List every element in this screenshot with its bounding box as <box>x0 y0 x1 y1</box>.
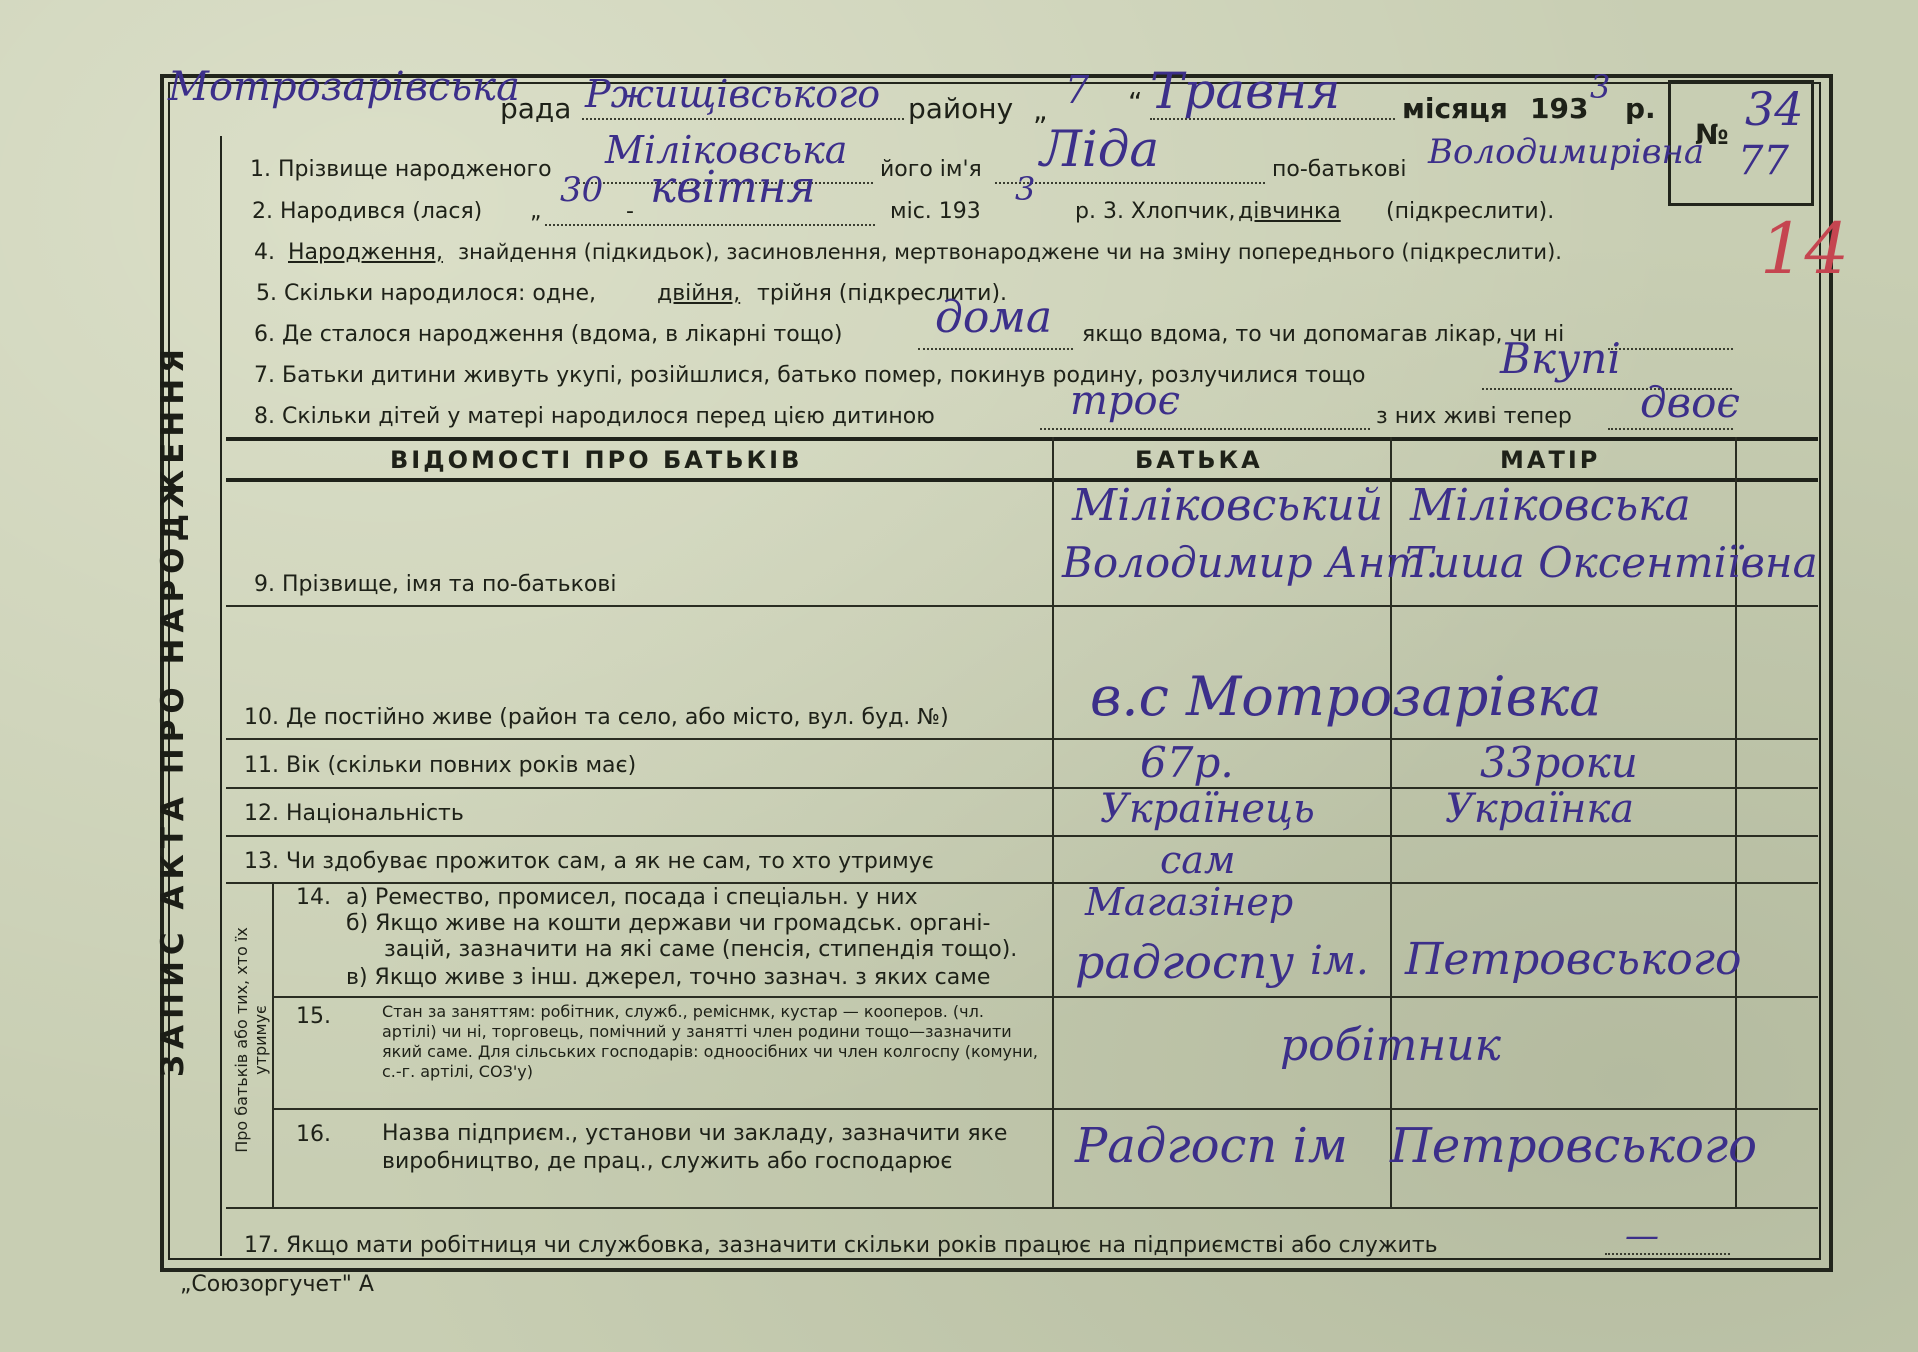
parents-side-note: Про батьків або тих, хто їх утримує <box>232 927 270 1153</box>
district-name: Ржищівського <box>585 72 881 116</box>
row-17-label: 17. Якщо мати робітниця чи службовка, зазначити скільки років працює на підприємстві або служить <box>244 1233 1438 1258</box>
col-divider-father <box>1052 437 1054 1207</box>
red-mark: 14 <box>1760 208 1850 290</box>
label-underline-note: (підкреслити). <box>1386 199 1555 224</box>
label-name: його ім'я <box>880 157 982 182</box>
item-8-alive-label: з них живі тепер <box>1376 404 1572 429</box>
row-14-b2: зацій, зазначити на які саме (пенсія, стипендія тощо). <box>384 937 1018 962</box>
workplace-1: Радгосп ім <box>1075 1118 1348 1174</box>
children-alive: двоє <box>1640 378 1740 427</box>
item-4-options: знайдення (підкидьок), засиновлення, мертвонароджене чи на зміну попереднього (підкреслити). <box>458 240 1562 264</box>
item-8-label: 8. Скільки дітей у матері народилося перед цією дитиною <box>254 404 935 429</box>
table-top-rule <box>226 437 1818 441</box>
row-15-number: 15. <box>296 1004 331 1029</box>
col-header-mother: МАТІР <box>1500 446 1601 474</box>
row-14-b1: б) Якщо живе на кошти держави чи громадськ. органі- <box>346 911 991 936</box>
father-occupation-3: ім. <box>1310 938 1369 984</box>
child-surname: Міліковська <box>605 128 848 172</box>
row-14-a: а) Ремество, промисел, посада і спеціальн. у них <box>346 885 918 910</box>
row-11-label: 11. Вік (скільки повних років має) <box>244 753 637 778</box>
col-header-info: ВІДОМОСТІ ПРО БАТЬКІВ <box>390 446 803 474</box>
line-doctor <box>1608 348 1733 350</box>
month-line <box>1150 118 1395 120</box>
row-10-label: 10. Де постійно живе (район та село, або місто, вул. буд. №) <box>244 705 949 730</box>
row-17-value: — <box>1625 1216 1659 1256</box>
line-birth-place <box>918 348 1073 350</box>
birth-year-digit: 3 <box>1015 170 1036 208</box>
label-patronymic: по-батькові <box>1272 157 1407 182</box>
label-month-year: міс. 193 <box>890 199 981 224</box>
residence: в.с Мотрозарівка <box>1090 665 1602 728</box>
side-title-rule <box>220 136 222 1256</box>
line-children-before <box>1040 428 1370 430</box>
occupation-org: Петровського <box>1405 934 1742 985</box>
father-self-support: сам <box>1160 838 1236 882</box>
district-line <box>582 118 904 120</box>
mother-name: Тиша Оксентіївна <box>1405 538 1818 587</box>
father-nationality: Українець <box>1100 786 1315 832</box>
row-14-c: в) Якщо живе з інш. джерел, точно зазнач. з яких саме <box>346 965 991 990</box>
item-4-birth-underlined: Народження, <box>288 240 444 265</box>
item-7-label: 7. Батьки дитини живуть укупі, розійшлися, батько помер, покинув родину, розлучилися тощо <box>254 363 1366 388</box>
item-6-label: 6. Де сталося народження (вдома, в лікарні тощо) <box>254 322 843 347</box>
mother-surname: Міліковська <box>1410 480 1691 531</box>
row-12-label: 12. Національність <box>244 801 464 826</box>
row-16-text: Назва підприєм., установи чи закладу, зазначити яке виробництво, де прац., служить або господарює <box>382 1121 1008 1174</box>
father-age: 67р. <box>1140 738 1234 787</box>
row-13-label: 13. Чи здобуває прожиток сам, а як не сам, то хто утримує <box>244 849 934 874</box>
birth-place: дома <box>935 292 1053 343</box>
child-name: Ліда <box>1040 120 1160 178</box>
item-5-triplets: трійня (підкреслити). <box>757 281 1008 306</box>
item-6-doctor: якщо вдома, то чи допомагав лікар, чи ні <box>1082 322 1565 347</box>
label-surname: 1. Прізвище народженого <box>250 157 552 182</box>
child-patronymic: Володимирівна <box>1428 132 1705 172</box>
side-title: ЗАПИС АКТА ПРО НАРОДЖЕННЯ <box>155 342 191 1078</box>
number-bottom: 77 <box>1738 138 1789 184</box>
col-header-father: БАТЬКА <box>1135 446 1263 474</box>
item-4-number: 4. <box>254 240 275 265</box>
month-label: місяця <box>1402 92 1508 125</box>
mother-age: 33роки <box>1480 738 1638 787</box>
mother-nationality: Українка <box>1445 786 1635 832</box>
birth-day: 30 <box>560 170 604 210</box>
employment-status: робітник <box>1280 1020 1501 1071</box>
label-girl-underlined: дівчинка <box>1238 199 1341 224</box>
birth-month: квітня <box>650 162 816 213</box>
row-9-label: 9. Прізвище, імя та по-батькові <box>254 572 617 597</box>
printer-mark: „Союзоргучет" А <box>180 1272 374 1297</box>
line-children-alive <box>1608 428 1733 430</box>
father-occupation-2: радгоспу <box>1075 935 1295 989</box>
father-surname: Міліковський <box>1072 480 1384 531</box>
year-prefix: 193 <box>1530 92 1589 125</box>
line-name <box>995 182 1265 184</box>
small-title-rule <box>272 884 274 1207</box>
number-label: № <box>1695 118 1729 151</box>
father-name: Володимир Ант. <box>1062 538 1439 587</box>
month-name: Травня <box>1150 62 1341 120</box>
item-5-twins-underlined: двійня, <box>657 281 741 306</box>
line-row-17 <box>1605 1253 1730 1255</box>
district-label: району <box>908 92 1014 125</box>
label-born: 2. Народився (лася) <box>252 199 483 224</box>
row-15-text: Стан за заняттям: робітник, служб., реміснмк, кустар — кооперов. (чл. артілі) чи ні, торговець, помічний у занятті член родини тощо—зазначити який саме. Для сільських господарів: одноосібних чи член колгоспу (комуни, с.-г. артілі, СОЗ'у) <box>382 1002 1038 1081</box>
line-birth-date <box>545 224 875 226</box>
parents-status: Вкупі <box>1500 334 1621 383</box>
council-label: рада <box>500 92 572 125</box>
children-before: троє <box>1070 378 1181 424</box>
council-name: Мотрозарівська <box>168 64 520 110</box>
label-boy: р. 3. Хлопчик, <box>1075 199 1236 224</box>
row-16-number: 16. <box>296 1122 331 1147</box>
item-5-label: 5. Скільки народилося: одне, <box>256 281 596 306</box>
father-occupation-1: Магазінер <box>1085 880 1294 924</box>
workplace-2: Петровського <box>1390 1118 1758 1174</box>
row-14-number: 14. <box>296 885 331 910</box>
day-value: 7 <box>1065 68 1090 112</box>
number-top: 34 <box>1745 82 1804 136</box>
year-suffix: р. <box>1625 92 1656 125</box>
year-digit: 3 <box>1590 68 1611 106</box>
